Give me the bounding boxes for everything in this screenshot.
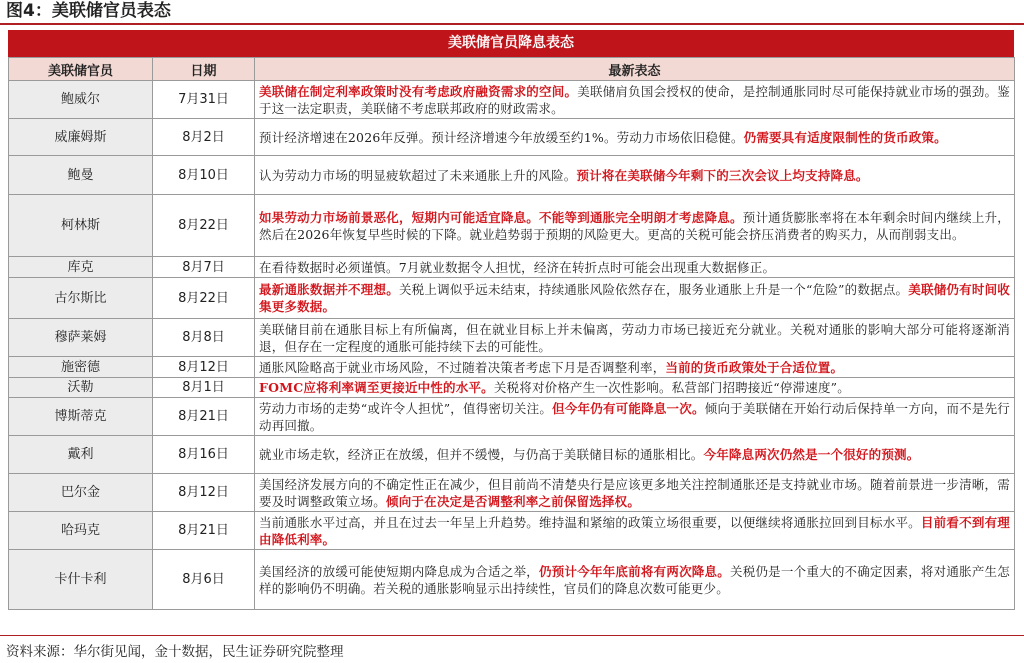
statement-segment: 美国经济发展方向的不确定性正在减少，但目前尚不清楚央行是应该更多地关注控制通胀还是支持就业市场。随着前景进一步清晰，需要及时调整政策立场。 <box>259 476 1010 509</box>
table-row <box>9 81 1015 119</box>
highlighted-statement: FOMC应将利率调至更接近中性的水平。 <box>259 380 494 395</box>
statement-segment: 倾向于美联储在开始行动后保持单一方向，而不是先行动再回撤。 <box>259 400 1010 433</box>
statement-segment: 美联储肩负国会授权的使命，是控制通胀同时尽可能保持就业市场的强劲。鉴于这一法定职责，美联储不考虑联邦政府的财政需求。 <box>259 83 1010 116</box>
statement-date: 8月6日 <box>153 550 255 610</box>
statement-date: 7月31日 <box>153 81 255 119</box>
statement-text <box>255 550 1015 610</box>
table-row <box>9 512 1015 550</box>
table-title: 美联储官员降息表态 <box>8 30 1014 57</box>
statement-text <box>255 512 1015 550</box>
source-note: 资料来源：华尔街见闻，金十数据，民生证券研究院整理 <box>6 644 344 660</box>
statement-date: 8月22日 <box>153 195 255 257</box>
statement-text <box>255 378 1015 398</box>
statement-segment: 通胀风险略高于就业市场风险，不过随着决策者考虑下月是否调整利率， <box>259 359 666 375</box>
table-body <box>9 81 1015 610</box>
highlighted-statement: 目前看不到有理由降低利率。 <box>259 514 1010 547</box>
table-row <box>9 278 1015 319</box>
statement-date: 8月22日 <box>153 278 255 319</box>
statement-text <box>255 436 1015 474</box>
table-row <box>9 319 1015 357</box>
statement-date: 8月7日 <box>153 257 255 278</box>
official-name: 古尔斯比 <box>9 278 153 319</box>
statement-text <box>255 156 1015 195</box>
table-row <box>9 257 1015 278</box>
statement-text <box>255 474 1015 512</box>
title-rule <box>0 23 1024 25</box>
highlighted-statement: 美联储在制定利率政策时没有考虑政府融资需求的空间。 <box>259 83 578 99</box>
statement-date: 8月8日 <box>153 319 255 357</box>
statement-text <box>255 357 1015 378</box>
highlighted-statement: 当前的货币政策处于合适位置。 <box>665 359 844 375</box>
source-rule <box>0 635 1024 636</box>
statement-date: 8月1日 <box>153 378 255 398</box>
table-row <box>9 474 1015 512</box>
statement-segment: 关税上调似乎远未结束，持续通胀风险依然存在，服务业通胀上升是一个“危险”的数据点。 <box>398 282 909 297</box>
official-name: 鲍曼 <box>9 156 153 195</box>
figure-title: 图4：美联储官员表态 <box>6 1 171 21</box>
statement-segment: 美联储目前在通胀目标上有所偏离，但在就业目标上并未偏离，劳动力市场已接近充分就业。关税对通胀的影响大部分可能将逐渐消退，但存在一定程度的通胀可能持续下去的可能性。 <box>259 321 1010 354</box>
table-row <box>9 119 1015 156</box>
highlighted-statement: 仍预计今年年底前将有两次降息。 <box>539 563 730 579</box>
highlighted-statement: 美联储仍有时间收集更多数据。 <box>259 282 1011 314</box>
statement-text <box>255 257 1015 278</box>
official-name: 博斯蒂克 <box>9 398 153 436</box>
official-name: 沃勒 <box>9 378 153 398</box>
table-row <box>9 436 1015 474</box>
statement-text <box>255 278 1015 319</box>
highlighted-statement: 如果劳动力市场前景恶化，短期内可能适宜降息。不能等到通胀完全明朗才考虑降息。 <box>259 209 743 225</box>
statement-segment: 美国经济的放缓可能使短期内降息成为合适之举， <box>259 563 540 579</box>
highlighted-statement: 最新通胀数据并不理想。 <box>259 282 399 297</box>
statement-segment: 在看待数据时必须谨慎。7月就业数据令人担忧，经济在转折点时可能会出现重大数据修正。 <box>259 259 776 275</box>
statement-segment: 劳动力市场的走势“或许令人担忧”，值得密切关注。 <box>259 400 553 416</box>
header-official: 美联储官员 <box>9 58 153 81</box>
official-name: 施密德 <box>9 357 153 378</box>
statement-table-container <box>8 30 1014 610</box>
table-header-row <box>9 58 1015 81</box>
statement-text <box>255 195 1015 257</box>
table-row <box>9 550 1015 610</box>
statement-segment: 当前通胀水平过高，并且在过去一年呈上升趋势。维持温和紧缩的政策立场很重要，以便继续将通胀拉回到目标水平。 <box>259 514 921 530</box>
statement-date: 8月12日 <box>153 357 255 378</box>
statement-date: 8月12日 <box>153 474 255 512</box>
statement-segment: 认为劳动力市场的明显疲软超过了未来通胀上升的风险。 <box>259 167 577 183</box>
header-statement: 最新表态 <box>255 58 1015 81</box>
statement-date: 8月2日 <box>153 119 255 156</box>
statement-text <box>255 319 1015 357</box>
table-row <box>9 195 1015 257</box>
official-name: 穆萨莱姆 <box>9 319 153 357</box>
statement-segment: 预计经济增速在2026年反弹。预计经济增速今年放缓至约1%。劳动力市场依旧稳健。 <box>259 129 744 145</box>
official-name: 库克 <box>9 257 153 278</box>
highlighted-statement: 倾向于在决定是否调整利率之前保留选择权。 <box>386 493 641 509</box>
statement-date: 8月21日 <box>153 512 255 550</box>
highlighted-statement: 预计将在美联储今年剩下的三次会议上均支持降息。 <box>576 167 869 183</box>
official-name: 戴利 <box>9 436 153 474</box>
header-date: 日期 <box>153 58 255 81</box>
statement-segment: 预计通货膨胀率将在本年剩余时间内继续上升，然后在2026年恢复早些时候的下降。就业趋势弱于预期的风险更大。更高的关税可能会挤压消费者的购买力，从而削弱支出。 <box>259 209 1011 242</box>
official-name: 威廉姆斯 <box>9 119 153 156</box>
statement-text <box>255 119 1015 156</box>
statement-table <box>8 57 1015 610</box>
statement-segment: 关税仍是一个重大的不确定因素，将对通胀产生怎样的影响仍不明确。若关税的通胀影响显示出持续性，官员们的降息次数可能更少。 <box>259 563 1010 596</box>
table-row <box>9 357 1015 378</box>
table-row <box>9 156 1015 195</box>
statement-text <box>255 81 1015 119</box>
statement-segment: 关税将对价格产生一次性影响。私营部门招聘接近“停滞速度”。 <box>493 380 850 395</box>
highlighted-statement: 今年降息两次仍然是一个很好的预测。 <box>703 447 920 462</box>
table-row <box>9 378 1015 398</box>
official-name: 巴尔金 <box>9 474 153 512</box>
official-name: 卡什卡利 <box>9 550 153 610</box>
official-name: 鲍威尔 <box>9 81 153 119</box>
highlighted-statement: 仍需要具有适度限制性的货币政策。 <box>743 129 947 145</box>
official-name: 哈玛克 <box>9 512 153 550</box>
statement-date: 8月16日 <box>153 436 255 474</box>
statement-date: 8月10日 <box>153 156 255 195</box>
statement-segment: 就业市场走软，经济正在放缓，但并不缓慢，与仍高于美联储目标的通胀相比。 <box>259 447 704 462</box>
official-name: 柯林斯 <box>9 195 153 257</box>
table-row <box>9 398 1015 436</box>
statement-date: 8月21日 <box>153 398 255 436</box>
statement-text <box>255 398 1015 436</box>
highlighted-statement: 但今年仍有可能降息一次。 <box>552 400 705 416</box>
